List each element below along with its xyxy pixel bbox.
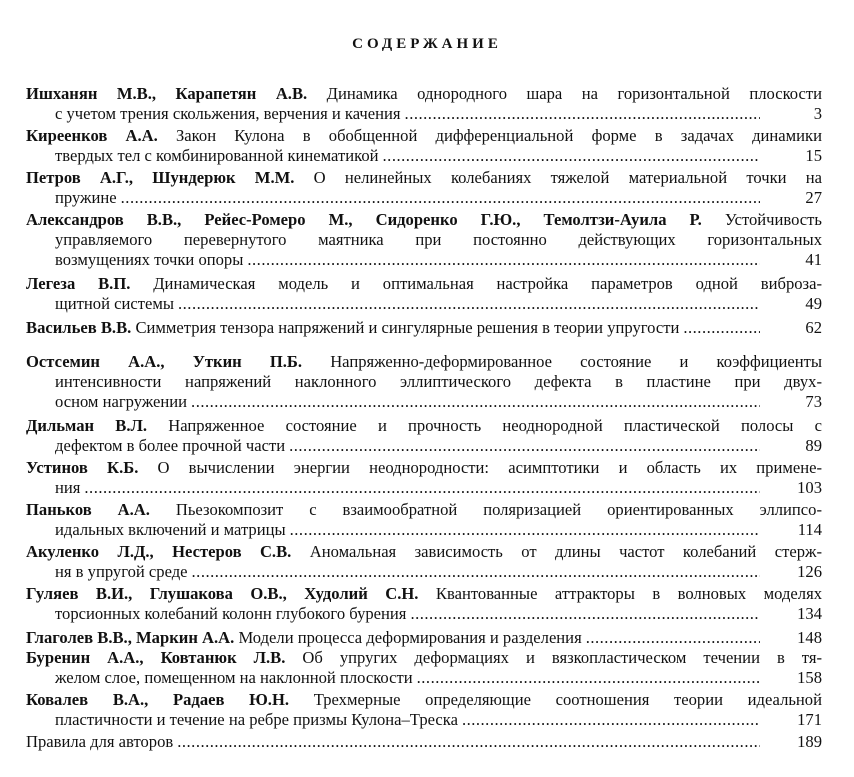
toc-page-number: 49 — [805, 294, 822, 313]
toc-authors: Киреенков А.А. — [26, 126, 158, 145]
toc-title-line: возмущениях точки опоры — [55, 250, 244, 269]
toc-entry — [26, 542, 822, 582]
toc-entry — [26, 500, 822, 540]
toc-entry — [26, 84, 822, 124]
dot-leader — [383, 146, 760, 166]
dot-leader — [462, 710, 760, 730]
dot-leader — [191, 392, 760, 412]
toc-title-line: торсионных колебаний колонн глубокого бурения — [55, 604, 407, 623]
dot-leader — [192, 562, 760, 582]
toc-title-line: с учетом трения скольжения, верчения и качения — [55, 104, 401, 123]
toc-page-number: 62 — [805, 318, 822, 337]
toc-title-line: ния — [55, 478, 81, 497]
dot-leader — [289, 436, 760, 456]
dot-leader — [247, 250, 760, 270]
toc-authors: Буренин А.А., Ковтанюк Л.В. — [26, 648, 286, 667]
toc-title-line: Квантованные аттракторы в волновых моделях — [418, 584, 823, 603]
toc-title-line: Модели процесса деформирования и разделения — [234, 628, 582, 647]
toc-title-line: Напряженно-деформированное состояние и коэффициенты — [302, 352, 822, 371]
toc-authors: Легеза В.П. — [26, 274, 131, 293]
toc-title-line: пластичности и течение на ребре призмы Кулона–Треска — [55, 710, 458, 729]
toc-title-line: осном нагружении — [55, 392, 188, 411]
toc-title-line: О вычислении энергии неоднородности: асимптотики и область их примене- — [138, 458, 822, 477]
toc-title-line: Устойчивость — [701, 210, 822, 229]
toc-page-number: 27 — [805, 188, 822, 207]
toc-authors: Васильев В.В. — [26, 318, 132, 337]
toc-title-line: идальных включений и матрицы — [55, 520, 286, 539]
toc-authors: Паньков А.А. — [26, 500, 150, 519]
dot-leader — [178, 294, 760, 314]
toc-page-number: 3 — [813, 104, 822, 123]
toc-title-line: Трехмерные определяющие соотношения теории идеальной — [289, 690, 822, 709]
toc-page-number: 158 — [797, 668, 822, 687]
toc-title-line: Правила для авторов — [26, 732, 174, 751]
toc-title-line: Пьезокомпозит с взаимообратной поляризацией ориентированных эллипсо- — [149, 500, 822, 519]
toc-page-number: 41 — [805, 250, 822, 269]
toc-authors: Остсемин А.А., Уткин П.Б. — [26, 352, 303, 371]
toc-title-line: твердых тел с комбинированной кинематикой — [55, 146, 379, 165]
toc-entry — [26, 732, 822, 752]
toc-entry — [26, 416, 822, 456]
dot-leader — [683, 318, 760, 338]
toc-page-number: 134 — [797, 604, 822, 623]
toc-title-line: управляемого перевернутого маятника при постоянно действующих горизонтальных — [55, 230, 822, 249]
toc-title-line: Динамическая модель и оптимальная настройка параметров одной виброза- — [130, 274, 822, 293]
dot-leader — [405, 104, 760, 124]
toc-authors: Гуляев В.И., Глушакова О.В., Худолий С.Н. — [26, 584, 419, 603]
toc-entry — [26, 274, 822, 314]
toc-page-number: 171 — [797, 710, 822, 729]
toc-page-number: 114 — [797, 520, 822, 539]
dot-leader — [177, 732, 760, 752]
toc-title-line: Закон Кулона в обобщенной дифференциальной форме в задачах динамики — [157, 126, 822, 145]
toc-page-number: 103 — [797, 478, 822, 497]
dot-leader — [121, 188, 760, 208]
toc-title-line: интенсивности напряжений наклонного эллиптического дефекта в пластине при двух- — [55, 372, 822, 391]
toc-title-line: Об упругих деформациях и вязкопластическом течении в тя- — [285, 648, 822, 667]
toc-entry — [26, 458, 822, 498]
toc-entry — [26, 690, 822, 730]
toc-title-line: Симметрия тензора напряжений и сингулярные решения в теории упругости — [131, 318, 680, 337]
toc-page-number: 189 — [797, 732, 822, 751]
toc-page-number: 73 — [805, 392, 822, 411]
toc-page-number: 148 — [797, 628, 822, 647]
toc-authors: Ковалев В.А., Радаев Ю.Н. — [26, 690, 290, 709]
toc-authors: Ишханян М.В., Карапетян А.В. — [26, 84, 308, 103]
toc-title-line: пружине — [55, 188, 117, 207]
page-title: СОДЕРЖАНИЕ — [352, 36, 502, 52]
toc-entry — [26, 318, 822, 338]
toc-entry — [26, 210, 822, 270]
toc-title-line: О нелинейных колебаниях тяжелой материальной точки на — [294, 168, 822, 187]
toc-entry — [26, 126, 822, 166]
toc-page-number: 89 — [805, 436, 822, 455]
toc-title-line: дефектом в более прочной части — [55, 436, 286, 455]
toc-title-line: Напряженное состояние и прочность неоднородной пластической полосы с — [147, 416, 822, 435]
toc-entry — [26, 648, 822, 688]
toc-title-line: желом слое, помещенном на наклонной плоскости — [55, 668, 413, 687]
toc-entry — [26, 168, 822, 208]
toc-page-number: 126 — [797, 562, 822, 581]
toc-title-line: щитной системы — [55, 294, 174, 313]
toc-authors: Дильман В.Л. — [26, 416, 148, 435]
dot-leader — [586, 628, 760, 648]
toc-authors: Устинов К.Б. — [26, 458, 139, 477]
toc-title-line: Динамика однородного шара на горизонтальной плоскости — [307, 84, 822, 103]
toc-entry — [26, 628, 822, 648]
toc-authors: Глаголев В.В., Маркин А.А. — [26, 628, 235, 647]
toc-authors: Петров А.Г., Шундерюк М.М. — [26, 168, 295, 187]
toc-authors: Акуленко Л.Д., Нестеров С.В. — [26, 542, 292, 561]
dot-leader — [417, 668, 760, 688]
dot-leader — [290, 520, 760, 540]
toc-title-line: Аномальная зависимость от длины частот колебаний стерж- — [291, 542, 822, 561]
toc-entry — [26, 352, 822, 412]
dot-leader — [410, 604, 760, 624]
toc-page-number: 15 — [805, 146, 822, 165]
dot-leader — [84, 478, 760, 498]
toc-title-line: ня в упругой среде — [55, 562, 188, 581]
toc-entry — [26, 584, 822, 624]
toc-authors: Александров В.В., Рейес-Ромеро М., Сидоренко Г.Ю., Темолтзи-Ауила Р. — [26, 210, 702, 229]
